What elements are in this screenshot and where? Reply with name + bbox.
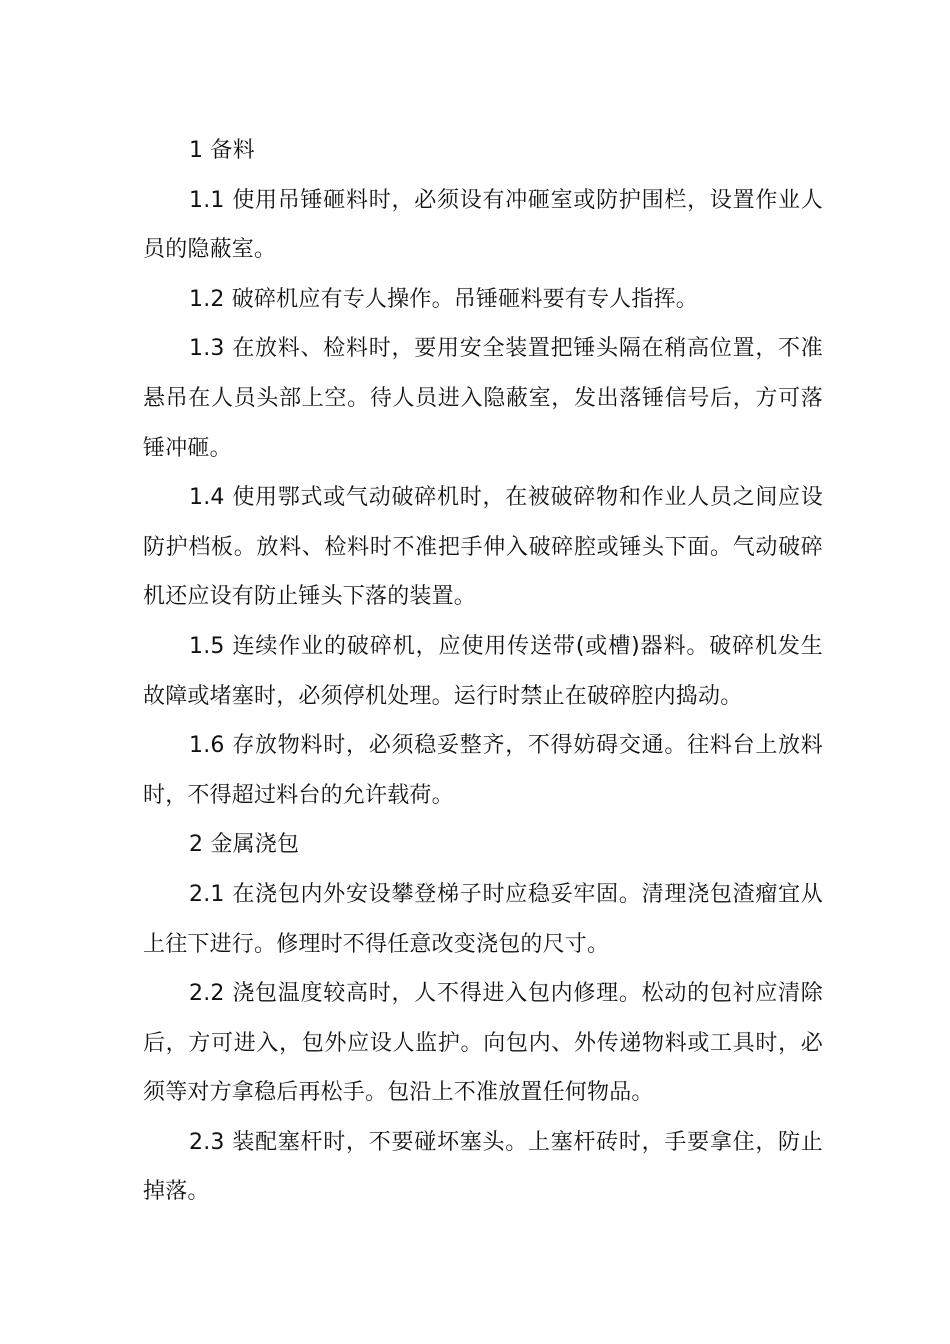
paragraph-1-3: 1.3 在放料、检料时，要用安全装置把锤头隔在稍高位置，不准悬吊在人员头部上空。待人员进入隐蔽室，发出落锤信号后，方可落锤冲砸。 [143, 336, 823, 461]
paragraph-1-6: 1.6 存放物料时，必须稳妥整齐，不得妨碍交通。往料台上放料时，不得超过料台的允许载荷。 [143, 733, 823, 808]
paragraph-2-1: 2.1 在浇包内外安设攀登梯子时应稳妥牢固。清理浇包渣瘤宜从上往下进行。修理时不得任意改变浇包的尺寸。 [143, 881, 823, 957]
paragraph-2-2: 2.2 浇包温度较高时，人不得进入包内修理。松动的包衬应清除后，方可进入，包外应设人监护。向包内、外传递物料或工具时，必须等对方拿稳后再松手。包沿上不准放置任何物品。 [143, 981, 823, 1106]
paragraph-1-4: 1.4 使用鄂式或气动破碎机时，在被破碎物和作业人员之间应设防护档板。放料、检料时不准把手伸入破碎腔或锤头下面。气动破碎机还应设有防止锤头下落的装置。 [143, 485, 823, 610]
paragraph-1-5: 1.5 连续作业的破碎机，应使用传送带(或槽)器料。破碎机发生故障或堵塞时，必须停机处理。运行时禁止在破碎腔内捣动。 [143, 633, 823, 709]
paragraph-2-3: 2.3 装配塞杆时，不要碰坏塞头。上塞杆砖时，手要拿住，防止掉落。 [143, 1129, 823, 1205]
document-body [143, 126, 823, 1217]
paragraph-1-2: 1.2 破碎机应有专人操作。吊锤砸料要有专人指挥。 [189, 286, 698, 312]
paragraph-1-1: 1.1 使用吊锤砸料时，必须设有冲砸室或防护围栏，设置作业人员的隐蔽室。 [143, 187, 823, 263]
section-heading-2: 2 金属浇包 [189, 832, 300, 858]
section-heading-1: 1 备料 [189, 138, 255, 163]
